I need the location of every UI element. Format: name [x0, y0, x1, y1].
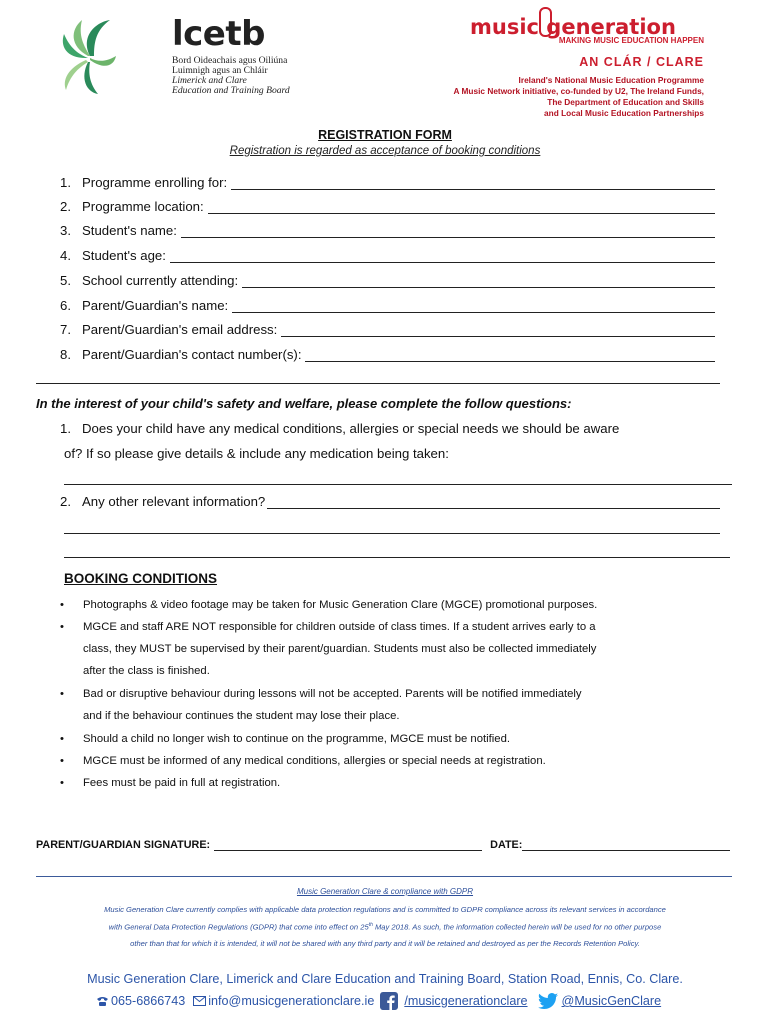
- footer-divider: [36, 876, 732, 877]
- question-label: Student's age:: [82, 248, 166, 263]
- facebook-link[interactable]: /musicgenerationclare: [404, 994, 528, 1008]
- form-subtitle: Registration is regarded as acceptance of booking conditions: [229, 145, 541, 157]
- form-title: REGISTRATION FORM: [318, 128, 452, 142]
- mg-line-2: A Music Network initiative, co-funded by U2, The Ireland Funds,: [453, 86, 704, 96]
- lcetb-line-4: Education and Training Board: [172, 85, 290, 96]
- question-label: Parent/Guardian's name:: [82, 298, 229, 313]
- answer-line[interactable]: [267, 496, 720, 509]
- answer-line[interactable]: [281, 324, 715, 337]
- question-location[interactable]: [60, 196, 715, 214]
- signature-line[interactable]: [214, 840, 482, 851]
- question-label: Programme enrolling for:: [82, 175, 228, 190]
- bullet: •: [60, 621, 64, 633]
- signature-row: [36, 839, 730, 851]
- answer-line[interactable]: [208, 201, 715, 214]
- question-student-name[interactable]: [60, 220, 715, 238]
- question-label: Parent/Guardian's contact number(s):: [82, 347, 302, 362]
- question-student-age[interactable]: [60, 245, 715, 263]
- other-info-label: Any other relevant information?: [82, 494, 266, 509]
- condition-text: Photographs & video footage may be taken for Music Generation Clare (MGCE) promotional purposes.: [83, 599, 598, 611]
- question-number: 8.: [60, 347, 71, 362]
- medical-answer-line[interactable]: [64, 484, 732, 485]
- email-icon: [193, 996, 206, 1006]
- gdpr-line-1: Music Generation Clare currently complies with applicable data protection regulations and is committed to GDPR compliance across its relevant services in accordance: [104, 905, 666, 914]
- lcetb-line-1: Bord Oideachais agus Oiliúna: [172, 55, 288, 66]
- question-label: Student's name:: [82, 223, 177, 238]
- answer-line[interactable]: [232, 300, 715, 313]
- medical-question-number: 1.: [60, 421, 71, 436]
- condition-text: MGCE and staff ARE NOT responsible for children outside of class times. If a student arrives early to a: [83, 621, 596, 633]
- question-parent-name[interactable]: [60, 295, 715, 313]
- bullet: •: [60, 733, 64, 745]
- question-label: Programme location:: [82, 199, 204, 214]
- condition-text: class, they MUST be supervised by their parent/guardian. Students must also be collected immediately: [83, 643, 597, 655]
- other-info-question[interactable]: [82, 494, 720, 509]
- mg-line-4: and Local Music Education Partnerships: [544, 108, 704, 118]
- lcetb-line-3: Limerick and Clare: [172, 75, 247, 86]
- date-label: DATE:: [490, 839, 523, 851]
- date-line[interactable]: [522, 840, 730, 851]
- condition-text: MGCE must be informed of any medical conditions, allergies or special needs at registration.: [83, 755, 546, 767]
- medical-question-line-1: Does your child have any medical conditions, allergies or special needs we should be aware: [82, 421, 620, 436]
- condition-text: Fees must be paid in full at registration.: [83, 777, 281, 789]
- mg-line-1: Ireland's National Music Education Programme: [518, 75, 704, 85]
- question-parent-email[interactable]: [60, 319, 715, 337]
- question-number: 7.: [60, 322, 71, 337]
- question-number: 5.: [60, 273, 71, 288]
- question-parent-contact[interactable]: [60, 344, 715, 362]
- mg-tagline: MAKING MUSIC EDUCATION HAPPEN: [558, 36, 704, 45]
- mg-logo-text: music generation: [470, 15, 676, 39]
- question-number: 4.: [60, 248, 71, 263]
- other-info-number: 2.: [60, 494, 71, 509]
- medical-question-line-2: of? If so please give details & include any medication being taken:: [64, 446, 449, 461]
- answer-line[interactable]: [170, 250, 715, 263]
- footer-contacts: [96, 992, 661, 1010]
- gdpr-line-2: [0, 922, 770, 932]
- condition-text: Should a child no longer wish to continue on the programme, MGCE must be notified.: [83, 733, 511, 745]
- answer-line[interactable]: [181, 225, 715, 238]
- safety-heading: In the interest of your child's safety and welfare, please complete the follow questions:: [36, 396, 572, 411]
- question-label: School currently attending:: [82, 273, 239, 288]
- bullet: •: [60, 755, 64, 767]
- answer-line[interactable]: [231, 177, 715, 190]
- mg-line-3: The Department of Education and Skills: [547, 97, 704, 107]
- gdpr-line-3: other than that for which it is intended, it will not be shared with any third party and it will be retained and destroyed as per the Records Retention Policy.: [130, 939, 640, 948]
- answer-line-extra[interactable]: [36, 383, 720, 384]
- booking-conditions-heading: BOOKING CONDITIONS: [64, 571, 218, 586]
- lcetb-swirl-logo-icon: [60, 16, 116, 96]
- other-info-answer-line-3[interactable]: [64, 557, 730, 558]
- question-number: 6.: [60, 298, 71, 313]
- question-programme[interactable]: [60, 172, 715, 190]
- question-label: Parent/Guardian's email address:: [82, 322, 278, 337]
- gdpr-line-2a: with General Data Protection Regulations (GDPR) that come into effect on 25: [108, 922, 369, 932]
- bullet: •: [60, 688, 64, 700]
- twitter-icon: [538, 993, 558, 1009]
- answer-line[interactable]: [242, 275, 715, 288]
- facebook-icon: [380, 992, 398, 1010]
- condition-text: Bad or disruptive behaviour during lessons will not be accepted. Parents will be notified immediately: [83, 688, 582, 700]
- lcetb-wordmark: lcetb: [172, 14, 265, 54]
- phone-icon: [96, 996, 109, 1007]
- lcetb-line-2: Luimnigh agus an Chláir: [172, 65, 268, 76]
- bullet: •: [60, 777, 64, 789]
- answer-line[interactable]: [305, 349, 715, 362]
- gdpr-line-2b: May 2018. As such, the information collected herein will be used for no other purpose: [372, 922, 662, 932]
- gdpr-sup: th: [368, 922, 373, 928]
- bullet: •: [60, 599, 64, 611]
- question-number: 2.: [60, 199, 71, 214]
- phone-number: 065-6866743: [111, 994, 186, 1008]
- footer-address: Music Generation Clare, Limerick and Clare Education and Training Board, Station Road, Ennis, Co. Clare.: [87, 972, 683, 986]
- question-number: 3.: [60, 223, 71, 238]
- twitter-link[interactable]: @MusicGenClare: [561, 994, 662, 1008]
- condition-text: after the class is finished.: [83, 665, 210, 677]
- gdpr-title: Music Generation Clare & compliance with GDPR: [296, 887, 474, 896]
- mg-region: AN CLÁR / CLARE: [579, 55, 704, 69]
- other-info-answer-line-2[interactable]: [64, 533, 720, 534]
- signature-label: PARENT/GUARDIAN SIGNATURE:: [36, 839, 211, 851]
- question-number: 1.: [60, 175, 71, 190]
- condition-text: and if the behaviour continues the student may lose their place.: [83, 710, 400, 722]
- question-school[interactable]: [60, 270, 715, 288]
- email-address[interactable]: info@musicgenerationclare.ie: [208, 994, 375, 1008]
